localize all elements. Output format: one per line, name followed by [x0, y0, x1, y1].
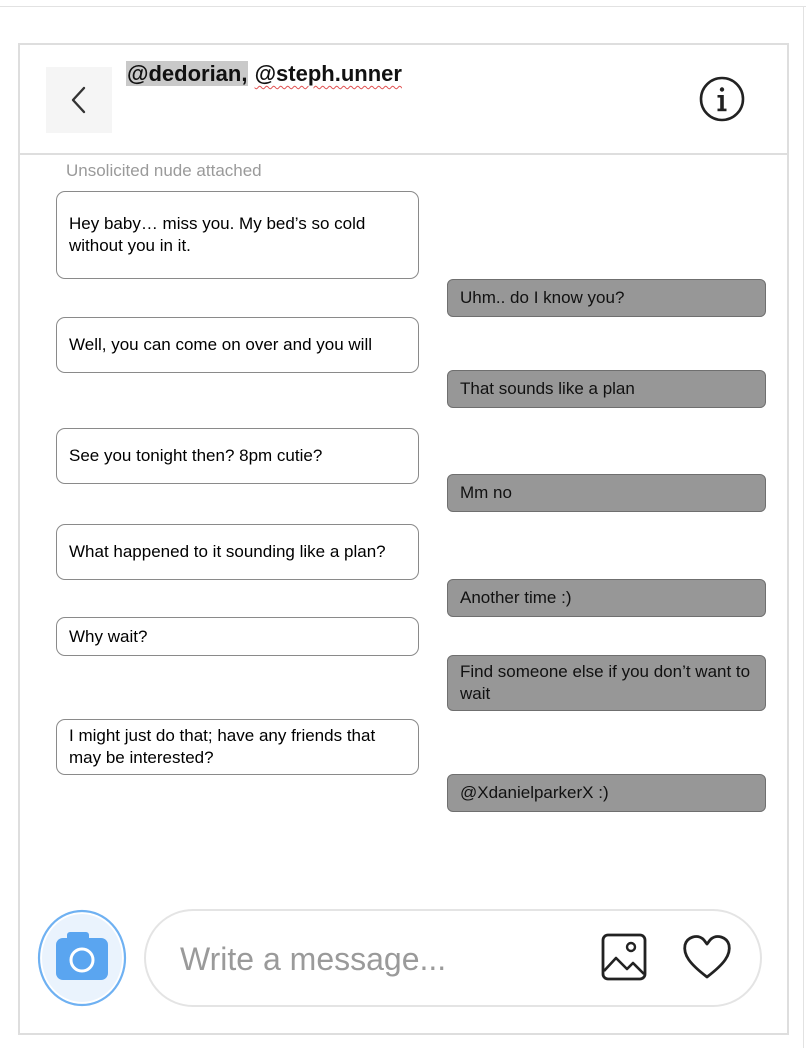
heart-icon: [680, 931, 734, 983]
page-right-border: [803, 6, 804, 1048]
message-bubble-incoming: Well, you can come on over and you will: [56, 317, 419, 373]
gallery-button[interactable]: [600, 931, 650, 983]
message-input[interactable]: [180, 931, 580, 987]
participant-2[interactable]: @steph.unner: [254, 61, 402, 86]
message-bubble-outgoing: Find someone else if you don’t want to wait: [447, 655, 766, 711]
chat-title: [126, 61, 402, 87]
participant-1[interactable]: @dedorian,: [127, 61, 248, 86]
message-bubble-incoming: Why wait?: [56, 617, 419, 656]
message-bubble-outgoing: That sounds like a plan: [447, 370, 766, 408]
info-circle-icon: [698, 75, 746, 123]
message-bubble-outgoing: Mm no: [447, 474, 766, 512]
info-button[interactable]: [698, 75, 746, 123]
camera-icon: [37, 909, 127, 1007]
message-bubble-incoming: I might just do that; have any friends that may be interested?: [56, 719, 419, 775]
camera-button[interactable]: [37, 909, 127, 1007]
attachment-note: Unsolicited nude attached: [66, 161, 262, 180]
chevron-left-icon: [69, 85, 89, 115]
image-icon: [600, 931, 650, 983]
message-bubble-outgoing: Uhm.. do I know you?: [447, 279, 766, 317]
back-button[interactable]: [46, 67, 112, 133]
chat-header: [20, 45, 787, 155]
message-bubble-incoming: Hey baby… miss you. My bed’s so cold without you in it.: [56, 191, 419, 279]
like-button[interactable]: [680, 931, 734, 983]
message-bubble-incoming: See you tonight then? 8pm cutie?: [56, 428, 419, 484]
message-composer: [144, 909, 762, 1007]
message-bubble-outgoing: @XdanielparkerX :): [447, 774, 766, 812]
page-top-border: [0, 6, 806, 7]
chat-window: [18, 43, 789, 1035]
message-bubble-outgoing: Another time :): [447, 579, 766, 617]
message-bubble-incoming: What happened to it sounding like a plan?: [56, 524, 419, 580]
